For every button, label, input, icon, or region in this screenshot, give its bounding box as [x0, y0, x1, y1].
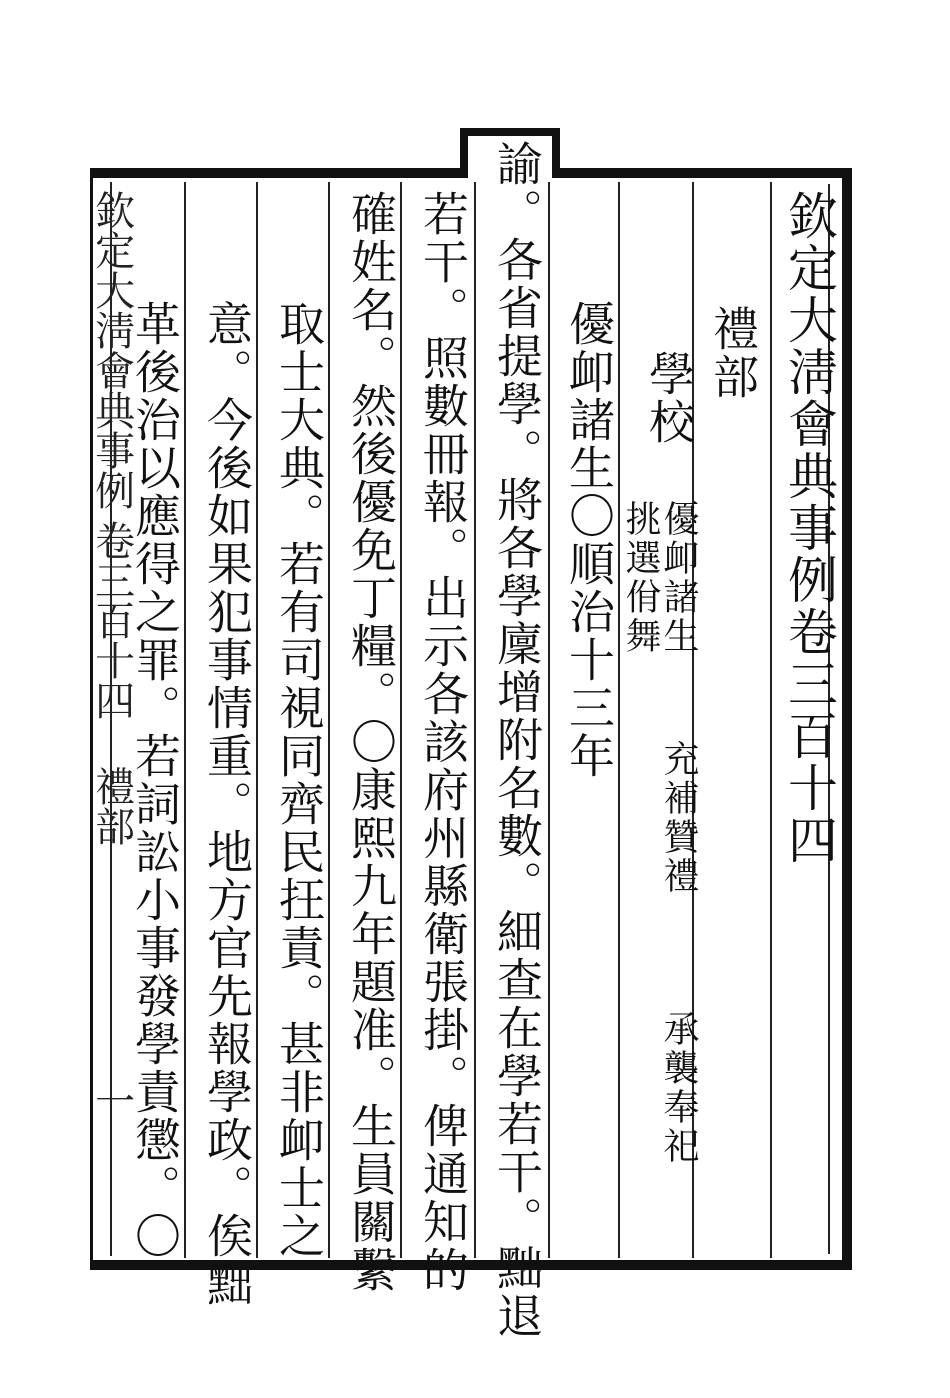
text-line-2: 若干。照數冊報。出示各該府州縣衛張掛。俾通知的: [416, 190, 471, 1294]
text-line-3: 確姓名。然後優免丁糧。〇康熙九年題准。生員關繫: [344, 190, 399, 1294]
column-rule: [400, 182, 402, 1258]
column-rule: [184, 182, 186, 1258]
frame-right-border: [842, 168, 852, 1270]
column-rule: [548, 182, 550, 1258]
text-line-1: 諭。各省提學。將各學廩增附名數。細查在學若干。黜退: [490, 140, 545, 1340]
column-rule: [256, 182, 258, 1258]
margin-text-upper: 欽定大淸會典事例: [88, 190, 135, 510]
section-name: 學校: [642, 350, 697, 446]
column-rule: [770, 182, 772, 1258]
section-note-b: 承襲奉祀: [658, 1010, 699, 1166]
margin-text-lower: 卷三百十四 禮部: [88, 520, 135, 846]
section-sub-a: 優卹諸生: [658, 500, 699, 656]
entry-heading: 優卹諸生〇順治十三年: [562, 300, 617, 780]
department-heading: 禮部: [706, 305, 761, 401]
text-line-4: 取士大典。若有司視同齊民抂責。甚非卹士之: [272, 300, 327, 1260]
column-rule: [618, 182, 620, 1258]
margin-page-number: 一: [88, 1080, 135, 1120]
section-sub-b: 挑選佾舞: [620, 500, 661, 656]
column-rule: [474, 182, 476, 1258]
text-line-5: 意。今後如果犯事情重。地方官先報學政。俟黜: [200, 300, 255, 1308]
text-line-6: 革後治以應得之罪。若詞訟小事發學責懲。〇: [128, 300, 183, 1260]
column-rule: [328, 182, 330, 1258]
volume-title: 欽定大淸會典事例卷三百十四: [780, 190, 838, 866]
section-note-a: 充補贊禮: [658, 740, 699, 896]
